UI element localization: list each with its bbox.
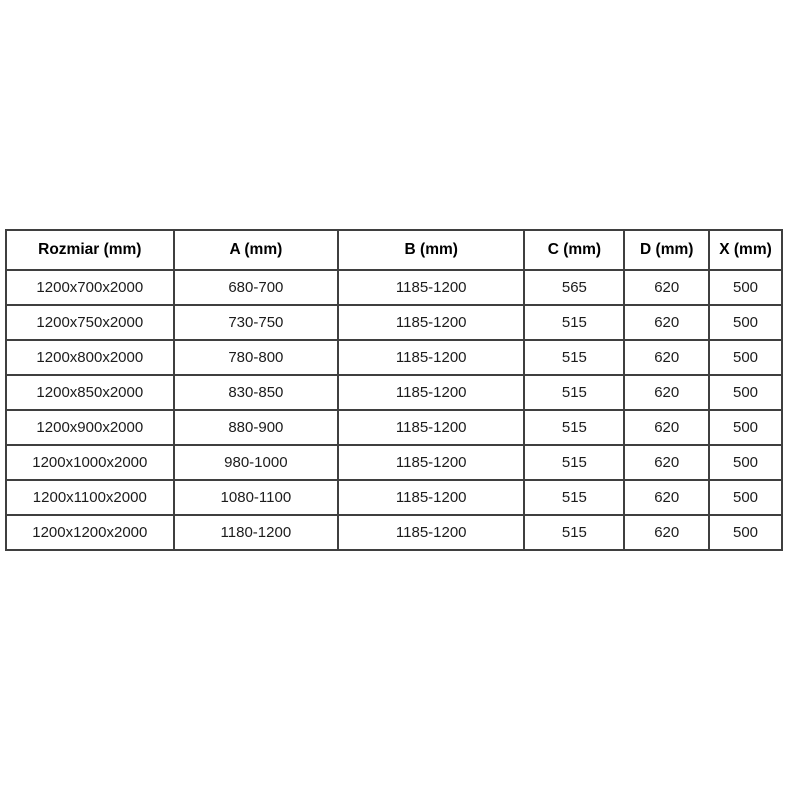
table-cell: 1200x1000x2000 (6, 445, 174, 480)
table-cell: 1200x750x2000 (6, 305, 174, 340)
table-cell: 515 (524, 340, 624, 375)
table-cell: 1200x700x2000 (6, 270, 174, 305)
table-cell: 500 (709, 445, 782, 480)
table-row (6, 305, 782, 340)
table-cell: 1080-1100 (174, 480, 339, 515)
table-row (6, 270, 782, 305)
table-cell: 620 (624, 340, 709, 375)
table-cell: 1200x900x2000 (6, 410, 174, 445)
table-row (6, 375, 782, 410)
table-cell: 1185-1200 (338, 480, 524, 515)
table-cell: 515 (524, 410, 624, 445)
table-cell: 500 (709, 480, 782, 515)
column-header: A (mm) (174, 230, 339, 270)
table-cell: 620 (624, 445, 709, 480)
table-cell: 780-800 (174, 340, 339, 375)
table-cell: 1185-1200 (338, 375, 524, 410)
table-cell: 620 (624, 375, 709, 410)
table-cell: 500 (709, 340, 782, 375)
table-cell: 1200x1200x2000 (6, 515, 174, 550)
table-cell: 500 (709, 515, 782, 550)
table-cell: 1185-1200 (338, 410, 524, 445)
table-cell: 1180-1200 (174, 515, 339, 550)
table-cell: 500 (709, 270, 782, 305)
table-cell: 620 (624, 270, 709, 305)
table-cell: 620 (624, 410, 709, 445)
table-row (6, 445, 782, 480)
table-row (6, 515, 782, 550)
column-header: B (mm) (338, 230, 524, 270)
dimensions-table (5, 229, 783, 551)
table-cell: 1185-1200 (338, 515, 524, 550)
table-cell: 515 (524, 515, 624, 550)
table-cell: 620 (624, 480, 709, 515)
table-cell: 515 (524, 480, 624, 515)
table-cell: 500 (709, 410, 782, 445)
table-cell: 1200x1100x2000 (6, 480, 174, 515)
table-row (6, 410, 782, 445)
table-cell: 1185-1200 (338, 340, 524, 375)
table-cell: 980-1000 (174, 445, 339, 480)
table-cell: 620 (624, 305, 709, 340)
table-cell: 730-750 (174, 305, 339, 340)
table-cell: 1200x800x2000 (6, 340, 174, 375)
column-header: Rozmiar (mm) (6, 230, 174, 270)
table-row (6, 340, 782, 375)
table-cell: 515 (524, 305, 624, 340)
table-cell: 1185-1200 (338, 270, 524, 305)
column-header: D (mm) (624, 230, 709, 270)
dimensions-table-container (5, 229, 783, 551)
table-cell: 565 (524, 270, 624, 305)
table-row (6, 480, 782, 515)
table-cell: 515 (524, 445, 624, 480)
table-cell: 880-900 (174, 410, 339, 445)
table-cell: 500 (709, 375, 782, 410)
table-cell: 515 (524, 375, 624, 410)
table-cell: 1185-1200 (338, 445, 524, 480)
table-cell: 500 (709, 305, 782, 340)
table-cell: 620 (624, 515, 709, 550)
column-header: C (mm) (524, 230, 624, 270)
table-cell: 830-850 (174, 375, 339, 410)
table-cell: 680-700 (174, 270, 339, 305)
table-cell: 1200x850x2000 (6, 375, 174, 410)
column-header: X (mm) (709, 230, 782, 270)
table-cell: 1185-1200 (338, 305, 524, 340)
table-header-row (6, 230, 782, 270)
table-body (6, 270, 782, 550)
